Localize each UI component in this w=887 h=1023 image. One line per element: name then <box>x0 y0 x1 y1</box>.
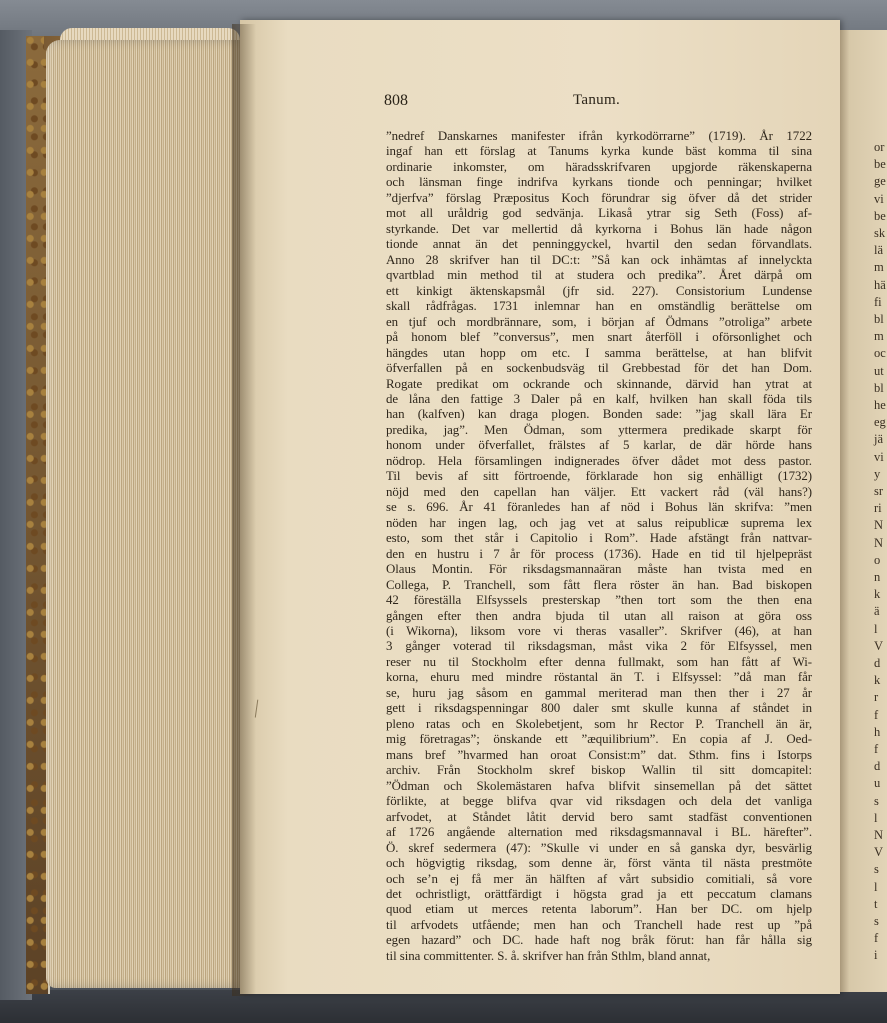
text-line: quod etiam ut merces retenta laborum”. Han ber DC. om hjelp <box>386 902 812 917</box>
text-line: en tjuf och mordbrännare, som, i början af Ödmans ”otroliga” arbete <box>386 314 812 329</box>
text-line: på honom blef ”conversus”, men snart återföll i oförsonlighet och <box>386 330 812 345</box>
text-line: gett i riksdagspenningar 800 daler smt skulle kunna af ståndet in <box>386 701 812 716</box>
page-header <box>384 92 814 112</box>
next-page-text-fragment: hä <box>874 277 886 292</box>
text-line: nöjd med den capellan han väljer. Ett vackert råd (väl hans?) <box>386 484 812 499</box>
next-page-text-fragment: n <box>874 570 881 584</box>
next-page-text-fragment: f <box>874 931 879 946</box>
text-line: ett kinkigt äktenskapsmål (jfr sid. 227). Consistorium Lundense <box>386 283 812 298</box>
next-page-text-fragment: l <box>874 621 878 636</box>
next-page-text-fragment: fi <box>874 294 882 309</box>
next-page-text-fragment: ri <box>874 501 882 516</box>
text-line: til sina committenter. S. å. skrifver han från Sthlm, bland annat, <box>386 948 711 963</box>
page-number: 808 <box>384 92 408 109</box>
text-line: archiv. Från Stockholm skref biskop Wallin til sitt domcapitel: <box>386 763 812 778</box>
next-page-text-fragment: bl <box>874 312 884 326</box>
next-page-text-fragment: V <box>874 638 884 653</box>
text-line: de låna den fattige 3 Daler på en kalf, hvilken han skall föda tils <box>386 391 812 406</box>
text-line: mot all uråldrig god sedvänja. Likaså ytrar sig Seth (Foss) af- <box>386 206 812 221</box>
next-page-text-fragment: ä <box>874 604 880 619</box>
next-page-text-fragment: d <box>874 759 881 774</box>
page-block-edge <box>46 40 246 988</box>
text-line: och länsman finge indrifva kyrkans tionde och penningar; hvilket <box>386 175 812 190</box>
text-line: skall rådfrågas. 1731 inlemnar han en omständlig berättelse om <box>386 299 812 314</box>
next-page-text-fragment: m <box>874 260 884 275</box>
text-line: 3 gånger voterad til riksdagsman, måst vika 2 för Elfsyssel, men <box>386 639 812 654</box>
next-page-text-fragment: N <box>874 518 884 533</box>
text-line: ingaf han ett förslag at Tanums kyrka kunde bäst komma til sina <box>386 144 812 159</box>
text-line: af 1726 angående alternation med riksdagsmannaval i BL. härefter”. <box>386 825 812 840</box>
body-text <box>386 129 812 964</box>
next-page-text-fragment: m <box>874 329 884 344</box>
text-line: Collega, P. Tranchell, som fått flera röster än han. Bad biskopen <box>386 577 812 592</box>
text-line: tionde annat än det penninggyckel, hvartil den sedan förvandlats. <box>386 237 812 252</box>
text-line: mig företragas”; önskande ett ”æquilibrium”. En copia af J. Oed- <box>386 732 812 747</box>
next-page-text-fragment: jä <box>874 432 884 447</box>
text-line: Anno 28 skrifver han til DC:t: ”Så kan ock inhämtas af innelyckta <box>386 252 812 267</box>
next-page-text-fragment: k <box>874 673 881 688</box>
next-page-text-fragment: r <box>874 690 879 705</box>
next-page-text-fragment: N <box>874 828 884 842</box>
text-line: 42 föreställa Elfsyssels presterskap ”then tort som the then ena <box>386 593 812 608</box>
text-line: predika, jag”. Men Ödman, som yttermera predikade skarpt för <box>386 422 812 437</box>
text-line: och se’n ej få mer än hälften af vårt subsidio comitiali, så vore <box>386 871 812 886</box>
next-page-text-fragment: s <box>874 793 879 808</box>
next-page-text-fragment: sk <box>874 226 886 240</box>
text-line: nöden har ingen lag, och jag vet at salus reipublicæ suprema lex <box>386 515 812 530</box>
text-line: (i Wikorna), liksom vore vi theras vasaller”. Skrifver (46), at han <box>386 624 812 638</box>
next-page-text-fragment: eg <box>874 415 886 430</box>
text-line: Til bevis af sitt förtroende, förklarade hon sig enhälligt (1732) <box>386 469 812 484</box>
text-line: ”Ödman och Skolemästaren hafva blifvit sinsemellan på det sättet <box>386 778 812 793</box>
next-page-text-fragment: f <box>874 742 879 756</box>
text-line: arfvodet, at Ståndet låtit dervid bero samt stadfäst conventionen <box>386 809 812 824</box>
text-line: se s. 696. År 41 föranledes han af nöd i Bohus län skrifva: ”men <box>386 500 812 515</box>
next-page-text-fragment: be <box>874 208 886 223</box>
text-line: nödrop. Hela församlingen indignerades öfver dådet mot dess pastor. <box>386 453 812 468</box>
background-bottom <box>0 990 887 1023</box>
next-page-text-fragment: ge <box>874 174 886 189</box>
text-line: esto, som thet står i Capitolio i Rom”. Hade afstängt från nattvar- <box>386 531 812 546</box>
next-page-text-fragment: he <box>874 398 886 412</box>
text-line: den en hustru i 7 år för process (1736). Hade en tid til hjelpepräst <box>386 546 812 561</box>
text-line: se, huru jag såsom en gammal meriterad man then ther i 27 år <box>386 685 812 700</box>
next-page-text-fragment: bl <box>874 380 884 395</box>
next-page-text-fragment: V <box>874 845 884 860</box>
next-page-text-fragment: o <box>874 552 881 567</box>
next-page-text-fragment: h <box>874 724 881 739</box>
next-page-text-fragment: or <box>874 140 885 154</box>
next-page-edge <box>840 30 887 992</box>
text-line: och högvigtig riksdag, som denne är, först vänta til nästa prestmöte <box>386 856 812 871</box>
next-page-text-fragment: lä <box>874 243 884 258</box>
next-page-text-fragment: sr <box>874 484 884 498</box>
next-page-text-fragment: t <box>874 896 878 911</box>
next-page-text-fragment: vi <box>874 191 884 206</box>
text-line: honom under öfverfallet, frälstes af 5 karlar, de där hörde hans <box>386 438 812 453</box>
next-page-text-fragment: N <box>874 535 884 550</box>
text-line: öfverfallen på en sockenbudsväg til Grebbestad för det han Dom. <box>386 361 812 376</box>
running-head: Tanum. <box>573 92 620 108</box>
next-page-text-fragment: l <box>874 879 878 894</box>
text-line: pleno ratas och en Skolebetjent, som hr Rector P. Tranchell än är, <box>386 716 812 731</box>
next-page-text-fragment: be <box>874 157 886 172</box>
next-page-text-fragment: vi <box>874 449 884 464</box>
text-line: styrkande. Det var mellertid då kyrkorna i Bohus län hade någon <box>386 221 812 236</box>
next-page-text-fragment: l <box>874 810 878 825</box>
gutter-shadow <box>232 24 256 996</box>
text-line: ordinarie inkomster, om häradsskrifvaren upgjorde räkenskaperna <box>386 159 812 174</box>
next-page-text-fragment: d <box>874 656 881 670</box>
text-line: korna, ehuru med mindre röstantal än T. i Elfsyssel: ”då man får <box>386 670 812 685</box>
next-page-text-fragment: u <box>874 776 881 791</box>
next-page-text-fragment: i <box>874 948 878 963</box>
text-line: reser nu til Stockholm efter denna fullmakt, som han fått af Wi- <box>386 654 812 669</box>
next-page-text-fragment: s <box>874 914 879 928</box>
text-line: det ochristligt, orättfärdigt i högsta grad ja ett peccatum clamans <box>386 886 812 901</box>
text-line: förlikte, at begge blifva qvar vid riksdagen och dela det vanliga <box>386 794 812 809</box>
next-page-text-fragment: s <box>874 862 879 877</box>
text-line: Ö. skref sedermera (47): ”Skulle vi under en så ganska dyr, besvärlig <box>386 840 812 855</box>
text-line: ”djerfva” förslag Præpositus Koch förundrar sig öfver då det strider <box>386 190 812 205</box>
text-line: hängdes utan hopp om etc. I samma berättelse, at han blifvit <box>386 345 812 360</box>
text-line: han (kalfven) kan draga plogen. Bonden sade: ”jag skall lära Er <box>386 407 812 422</box>
next-page-text-fragment: oc <box>874 346 886 361</box>
text-line: Olaus Montin. För riksdagsmannaäran måste han tvista med en <box>386 562 812 577</box>
next-page-text-fragment: ut <box>874 363 884 378</box>
text-line: mans bref ”hvarmed han oroat Consist:m” dat. Sthm. fins i Istorps <box>386 747 812 762</box>
next-page-text-fragment: k <box>874 587 881 602</box>
text-line: Rogate predikat om ockrande och skinnande, därvid han ytrat at <box>386 376 812 391</box>
text-line: til arfvodets utfående; men han och Tranchell hade rest up ”på <box>386 917 812 932</box>
text-line: gången efter then andra bjuda til utan all raison at göra oss <box>386 608 812 623</box>
next-page-text-fragment: f <box>874 707 879 722</box>
text-line: ”nedref Danskarnes manifester ifrån kyrkodörrarne” (1719). År 1722 <box>386 129 812 143</box>
text-line: egen hazard” och DC. hade haft nog bråk förut: han får hålla sig <box>386 933 812 948</box>
next-page-text-fragment: y <box>874 466 881 481</box>
text-line: qvartblad min method til at studera och predika”. Året därpå om <box>386 268 812 283</box>
